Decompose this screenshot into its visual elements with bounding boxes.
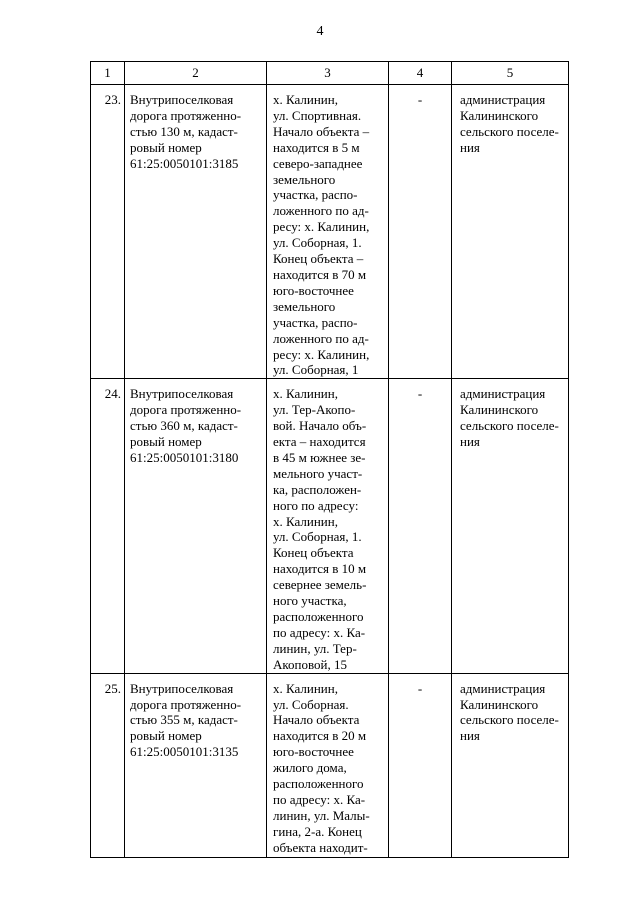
column-header-4: 4 bbox=[389, 62, 452, 85]
column-header-2: 2 bbox=[125, 62, 267, 85]
column-4-value: - bbox=[389, 379, 452, 673]
object-location: х. Калинин, ул. Спортивная. Начало объекта – находится в 5 м северо-западнее земельного участка, распо- ложенного по ад- ресу: х. Калинин, ул. Соборная, 1. Конец объекта – находится в 70 м юго-восточнее земельного участка, распо- ложенного по ад- ресу: х. Калинин, ул. Соборная, 1 bbox=[267, 85, 389, 379]
table-header-row bbox=[91, 62, 569, 85]
column-header-5: 5 bbox=[452, 62, 569, 85]
object-location: х. Калинин, ул. Соборная. Начало объекта находится в 20 м юго-восточнее жилого дома, расположенного по адресу: х. Ка- линин, ул. Малы- гина, 2-а. Конец объекта находит- bbox=[267, 673, 389, 857]
row-number: 25. bbox=[91, 673, 125, 857]
column-header-3: 3 bbox=[267, 62, 389, 85]
column-header-1: 1 bbox=[91, 62, 125, 85]
table-row bbox=[91, 379, 569, 673]
column-4-value: - bbox=[389, 673, 452, 857]
object-owner: администрация Калининского сельского поселе- ния bbox=[452, 673, 569, 857]
object-description: Внутрипоселковая дорога протяженно- стью 130 м, кадаст- ровый номер 61:25:0050101:3185 bbox=[125, 85, 267, 379]
object-location: х. Калинин, ул. Тер-Акопо- вой. Начало объ- екта – находится в 45 м южнее зе- мельного участ- ка, расположен- ного по адресу: х. Калинин, ул. Соборная, 1. Конец объекта находится в 10 м севернее земель- ного участка, расположенного по адресу: х. Ка- линин, ул. Тер- Акоповой, 15 bbox=[267, 379, 389, 673]
objects-table bbox=[90, 61, 569, 858]
page-number: 4 bbox=[316, 24, 324, 39]
object-owner: администрация Калининского сельского поселе- ния bbox=[452, 85, 569, 379]
object-description: Внутрипоселковая дорога протяженно- стью 355 м, кадаст- ровый номер 61:25:0050101:3135 bbox=[125, 673, 267, 857]
row-number: 23. bbox=[91, 85, 125, 379]
object-description: Внутрипоселковая дорога протяженно- стью 360 м, кадаст- ровый номер 61:25:0050101:3180 bbox=[125, 379, 267, 673]
object-owner: администрация Калининского сельского поселе- ния bbox=[452, 379, 569, 673]
table-row bbox=[91, 85, 569, 379]
table-row bbox=[91, 673, 569, 857]
row-number: 24. bbox=[91, 379, 125, 673]
column-4-value: - bbox=[389, 85, 452, 379]
